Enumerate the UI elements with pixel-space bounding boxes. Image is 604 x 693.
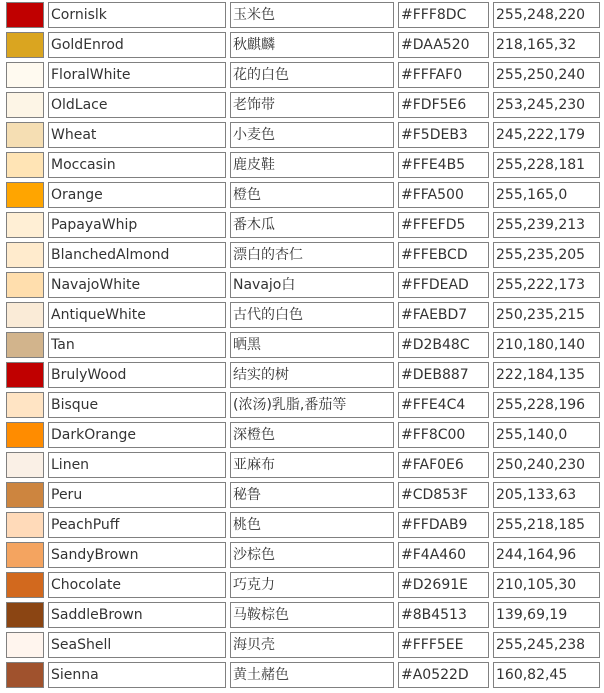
color-name: GoldEnrod <box>48 32 226 58</box>
color-swatch <box>7 93 43 117</box>
color-swatch-cell <box>6 32 44 58</box>
color-rgb: 255,239,213 <box>493 212 600 238</box>
color-name: PapayaWhip <box>48 212 226 238</box>
color-hex: #DAA520 <box>398 32 489 58</box>
color-name: SandyBrown <box>48 542 226 568</box>
color-swatch-cell <box>6 662 44 688</box>
color-name: Tan <box>48 332 226 358</box>
color-chinese-name: 古代的白色 <box>230 302 394 328</box>
color-name: Sienna <box>48 662 226 688</box>
color-hex: #FFE4B5 <box>398 152 489 178</box>
color-name: FloralWhite <box>48 62 226 88</box>
color-name: BlanchedAlmond <box>48 242 226 268</box>
color-name: SaddleBrown <box>48 602 226 628</box>
color-name: SeaShell <box>48 632 226 658</box>
color-row <box>6 512 600 538</box>
color-chinese-name: Navajo白 <box>230 272 394 298</box>
color-row <box>6 452 600 478</box>
color-chinese-name: 花的白色 <box>230 62 394 88</box>
color-hex: #D2B48C <box>398 332 489 358</box>
color-rgb: 255,165,0 <box>493 182 600 208</box>
color-chinese-name: 橙色 <box>230 182 394 208</box>
color-swatch <box>7 123 43 147</box>
color-name: Bisque <box>48 392 226 418</box>
color-swatch-cell <box>6 2 44 28</box>
color-swatch <box>7 423 43 447</box>
color-rgb: 255,140,0 <box>493 422 600 448</box>
color-chinese-name: 黄土赭色 <box>230 662 394 688</box>
color-swatch <box>7 663 43 687</box>
color-swatch-cell <box>6 242 44 268</box>
color-name: Orange <box>48 182 226 208</box>
color-rgb: 255,250,240 <box>493 62 600 88</box>
color-rgb: 255,222,173 <box>493 272 600 298</box>
color-swatch <box>7 3 43 27</box>
color-row <box>6 602 600 628</box>
color-row <box>6 482 600 508</box>
color-chinese-name: 海贝壳 <box>230 632 394 658</box>
color-name: OldLace <box>48 92 226 118</box>
color-chinese-name: 亚麻布 <box>230 452 394 478</box>
color-row <box>6 62 600 88</box>
color-hex: #FDF5E6 <box>398 92 489 118</box>
color-swatch <box>7 633 43 657</box>
color-name: Peru <box>48 482 226 508</box>
color-swatch <box>7 363 43 387</box>
color-swatch-cell <box>6 182 44 208</box>
color-name: PeachPuff <box>48 512 226 538</box>
color-swatch-cell <box>6 62 44 88</box>
color-name: BrulyWood <box>48 362 226 388</box>
color-rgb: 139,69,19 <box>493 602 600 628</box>
color-chinese-name: 秘鲁 <box>230 482 394 508</box>
color-hex: #FAEBD7 <box>398 302 489 328</box>
color-row <box>6 212 600 238</box>
color-name: Chocolate <box>48 572 226 598</box>
color-chinese-name: 沙棕色 <box>230 542 394 568</box>
color-rgb: 222,184,135 <box>493 362 600 388</box>
color-swatch <box>7 453 43 477</box>
color-table <box>2 0 604 692</box>
color-swatch-cell <box>6 332 44 358</box>
color-hex: #FAF0E6 <box>398 452 489 478</box>
color-hex: #A0522D <box>398 662 489 688</box>
color-hex: #FFA500 <box>398 182 489 208</box>
color-hex: #CD853F <box>398 482 489 508</box>
color-rgb: 255,248,220 <box>493 2 600 28</box>
color-swatch <box>7 63 43 87</box>
color-swatch <box>7 153 43 177</box>
color-hex: #F4A460 <box>398 542 489 568</box>
color-rgb: 245,222,179 <box>493 122 600 148</box>
color-rgb: 255,218,185 <box>493 512 600 538</box>
color-rgb: 253,245,230 <box>493 92 600 118</box>
color-rgb: 160,82,45 <box>493 662 600 688</box>
color-rgb: 205,133,63 <box>493 482 600 508</box>
color-swatch-cell <box>6 92 44 118</box>
color-swatch-cell <box>6 452 44 478</box>
color-rgb: 250,240,230 <box>493 452 600 478</box>
color-rgb: 218,165,32 <box>493 32 600 58</box>
color-row <box>6 182 600 208</box>
color-hex: #FFDEAD <box>398 272 489 298</box>
color-name: DarkOrange <box>48 422 226 448</box>
color-swatch-cell <box>6 482 44 508</box>
color-swatch-cell <box>6 572 44 598</box>
color-row <box>6 422 600 448</box>
color-row <box>6 572 600 598</box>
color-row <box>6 392 600 418</box>
color-name: Moccasin <box>48 152 226 178</box>
color-swatch <box>7 333 43 357</box>
color-name: NavajoWhite <box>48 272 226 298</box>
color-name: AntiqueWhite <box>48 302 226 328</box>
color-swatch <box>7 573 43 597</box>
color-row <box>6 542 600 568</box>
color-row <box>6 362 600 388</box>
color-row <box>6 122 600 148</box>
color-swatch <box>7 483 43 507</box>
color-swatch-cell <box>6 602 44 628</box>
color-swatch-cell <box>6 212 44 238</box>
color-swatch-cell <box>6 542 44 568</box>
color-swatch-cell <box>6 422 44 448</box>
color-hex: #FFEBCD <box>398 242 489 268</box>
color-row <box>6 92 600 118</box>
color-row <box>6 662 600 688</box>
color-rgb: 255,245,238 <box>493 632 600 658</box>
color-rgb: 210,105,30 <box>493 572 600 598</box>
color-swatch <box>7 273 43 297</box>
color-table-body <box>6 2 600 688</box>
color-hex: #FF8C00 <box>398 422 489 448</box>
color-swatch <box>7 33 43 57</box>
color-chinese-name: (浓汤)乳脂,番茄等 <box>230 392 394 418</box>
color-swatch <box>7 393 43 417</box>
color-hex: #FFE4C4 <box>398 392 489 418</box>
color-name: Wheat <box>48 122 226 148</box>
color-chinese-name: 秋麒麟 <box>230 32 394 58</box>
color-rgb: 250,235,215 <box>493 302 600 328</box>
color-hex: #FFFAF0 <box>398 62 489 88</box>
color-row <box>6 632 600 658</box>
color-swatch <box>7 543 43 567</box>
color-name: Cornislk <box>48 2 226 28</box>
color-rgb: 255,235,205 <box>493 242 600 268</box>
color-swatch-cell <box>6 122 44 148</box>
color-swatch <box>7 243 43 267</box>
color-swatch <box>7 513 43 537</box>
color-chinese-name: 巧克力 <box>230 572 394 598</box>
color-chinese-name: 小麦色 <box>230 122 394 148</box>
color-hex: #FFF5EE <box>398 632 489 658</box>
color-chinese-name: 鹿皮鞋 <box>230 152 394 178</box>
color-rgb: 255,228,196 <box>493 392 600 418</box>
color-hex: #F5DEB3 <box>398 122 489 148</box>
color-row <box>6 302 600 328</box>
color-row <box>6 242 600 268</box>
color-chinese-name: 结实的树 <box>230 362 394 388</box>
color-swatch-cell <box>6 512 44 538</box>
color-chinese-name: 番木瓜 <box>230 212 394 238</box>
color-hex: #FFDAB9 <box>398 512 489 538</box>
color-hex: #FFF8DC <box>398 2 489 28</box>
color-hex: #FFEFD5 <box>398 212 489 238</box>
color-swatch <box>7 213 43 237</box>
color-swatch-cell <box>6 302 44 328</box>
color-swatch-cell <box>6 632 44 658</box>
color-hex: #8B4513 <box>398 602 489 628</box>
color-swatch-cell <box>6 272 44 298</box>
color-row <box>6 332 600 358</box>
color-hex: #DEB887 <box>398 362 489 388</box>
color-hex: #D2691E <box>398 572 489 598</box>
color-chinese-name: 漂白的杏仁 <box>230 242 394 268</box>
color-rgb: 244,164,96 <box>493 542 600 568</box>
color-row <box>6 152 600 178</box>
color-row <box>6 272 600 298</box>
color-chinese-name: 深橙色 <box>230 422 394 448</box>
color-rgb: 255,228,181 <box>493 152 600 178</box>
color-rgb: 210,180,140 <box>493 332 600 358</box>
color-swatch-cell <box>6 362 44 388</box>
color-chinese-name: 晒黑 <box>230 332 394 358</box>
color-swatch-cell <box>6 152 44 178</box>
color-chinese-name: 老饰带 <box>230 92 394 118</box>
color-row <box>6 32 600 58</box>
color-chinese-name: 玉米色 <box>230 2 394 28</box>
color-swatch <box>7 603 43 627</box>
color-chinese-name: 桃色 <box>230 512 394 538</box>
color-swatch-cell <box>6 392 44 418</box>
color-chinese-name: 马鞍棕色 <box>230 602 394 628</box>
color-swatch <box>7 303 43 327</box>
color-name: Linen <box>48 452 226 478</box>
color-swatch <box>7 183 43 207</box>
color-row <box>6 2 600 28</box>
